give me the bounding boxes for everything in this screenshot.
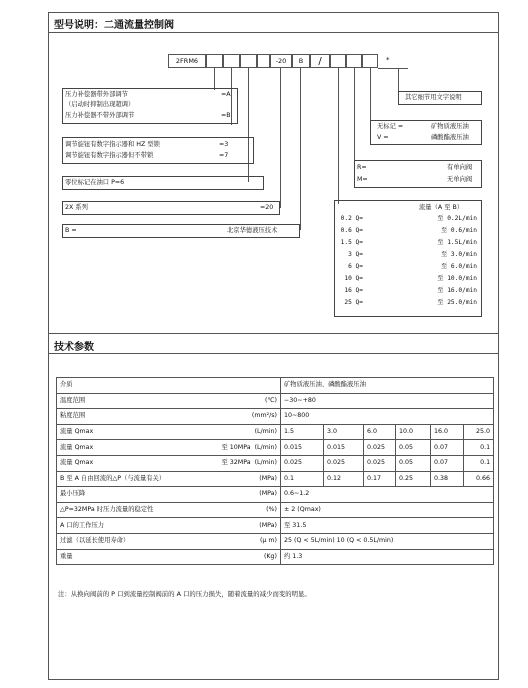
flow-value: 至 6.0/min bbox=[441, 263, 477, 270]
spec-value-cell: 0.05 bbox=[396, 440, 431, 456]
option-text: 调节旋钮有数字指示器和 HZ 型锁 bbox=[65, 141, 160, 148]
spec-unit: (MPa) bbox=[259, 521, 277, 529]
spec-value: 10∼800 bbox=[281, 409, 494, 425]
spec-label: 介质 bbox=[60, 381, 73, 389]
spec-label: 最小压降 bbox=[60, 490, 86, 498]
spec-value-cell: 25.0 bbox=[464, 424, 494, 440]
divider bbox=[48, 32, 499, 33]
spec-row bbox=[57, 533, 494, 549]
option-text: 压力补偿器不带外部调节 bbox=[65, 112, 135, 119]
spec-value: 矿物质液压油、磷酸酯液压油 bbox=[281, 378, 494, 394]
flow-code: 0.2 Q= bbox=[340, 215, 363, 222]
code-cell bbox=[240, 54, 257, 68]
divider bbox=[48, 353, 499, 354]
flow-code: 6 Q= bbox=[348, 263, 363, 270]
section-title-model: 型号说明：二通流量控制阀 bbox=[54, 20, 174, 31]
spec-label-cell bbox=[57, 487, 281, 503]
flow-code: 1.5 Q= bbox=[340, 239, 363, 246]
spec-table bbox=[56, 377, 494, 565]
spec-label: 过滤（以延长使用寿命） bbox=[60, 537, 130, 545]
spec-value-cell: 0.25 bbox=[396, 471, 431, 487]
spec-value-cell: 0.05 bbox=[396, 455, 431, 471]
spec-label-cell bbox=[57, 393, 281, 409]
spec-value-cell: 0.1 bbox=[464, 455, 494, 471]
code-cell bbox=[362, 54, 378, 68]
code-cell bbox=[330, 54, 346, 68]
box-check-valve bbox=[354, 160, 482, 188]
flow-code: 25 Q= bbox=[344, 299, 363, 306]
spec-row bbox=[57, 455, 494, 471]
box-zero-mark bbox=[62, 176, 264, 190]
spec-unit: (mm²/s) bbox=[251, 412, 277, 420]
spec-unit: (MPa) bbox=[259, 490, 277, 498]
flow-code: 3 Q= bbox=[348, 251, 363, 258]
box-flow-rate bbox=[334, 200, 482, 317]
flow-value: 至 3.0/min bbox=[441, 251, 477, 258]
spec-label-cell bbox=[57, 471, 281, 487]
connector bbox=[378, 68, 408, 69]
option-text: （启动时抑制出现超调） bbox=[65, 101, 135, 108]
spec-value-cell: 0.025 bbox=[364, 440, 396, 456]
spec-value: 约 1.3 bbox=[281, 549, 494, 565]
spec-value: 25 (Q < 5L/min) 10 (Q < 0.5L/min) bbox=[281, 533, 494, 549]
option-code: 北京华德液压技术 bbox=[227, 227, 278, 234]
option-code: =3 bbox=[219, 141, 229, 148]
spec-row bbox=[57, 440, 494, 456]
spec-value-cell: 6.0 bbox=[364, 424, 396, 440]
code-star: * bbox=[386, 56, 390, 64]
box-series bbox=[62, 201, 280, 215]
spec-unit: (L/min) bbox=[254, 443, 277, 451]
spec-label: B 至 A 自由回流的△P（与流量有关） bbox=[60, 474, 166, 482]
spec-value-cell: 16.0 bbox=[431, 424, 464, 440]
spec-unit: (μ m) bbox=[259, 537, 277, 545]
option-text: 有单向阀 bbox=[447, 164, 473, 171]
flow-value: 至 0.6/min bbox=[441, 227, 477, 234]
spec-value: −30∼+80 bbox=[281, 393, 494, 409]
spec-label-cell bbox=[57, 455, 281, 471]
divider bbox=[48, 333, 499, 334]
section-title-specs: 技术参数 bbox=[54, 342, 94, 353]
option-text: 调节旋钮有数字指示器但不带锁 bbox=[65, 152, 154, 159]
option-text: 矿物质液压油 bbox=[431, 123, 469, 130]
option-code: =20 bbox=[260, 204, 274, 211]
code-cell bbox=[257, 54, 270, 68]
connector bbox=[354, 68, 355, 160]
spec-value-cell: 0.07 bbox=[431, 440, 464, 456]
spec-label: 重量 bbox=[60, 552, 73, 560]
spec-value-cell: 0.015 bbox=[281, 440, 324, 456]
option-code: =B bbox=[221, 112, 231, 119]
spec-label-cell bbox=[57, 424, 281, 440]
spec-row bbox=[57, 393, 494, 409]
spec-label-cell bbox=[57, 549, 281, 565]
connector bbox=[280, 68, 281, 208]
spec-label: 粘度范围 bbox=[60, 412, 86, 420]
spec-row bbox=[57, 471, 494, 487]
spec-value-cell: 10.0 bbox=[396, 424, 431, 440]
option-text: 其它细节用文字说明 bbox=[405, 94, 462, 101]
option-text: 压力补偿器带外部调节 bbox=[65, 91, 128, 98]
spec-value-cell: 0.17 bbox=[364, 471, 396, 487]
option-code: =A bbox=[221, 91, 231, 98]
connector bbox=[398, 68, 399, 92]
code-cell bbox=[206, 54, 223, 68]
spec-value-cell: 0.015 bbox=[324, 440, 364, 456]
option-code: V = bbox=[377, 134, 389, 141]
spec-unit: (%) bbox=[266, 506, 277, 514]
spec-unit: (MPa) bbox=[259, 474, 277, 482]
option-text: 无单向阀 bbox=[447, 176, 473, 183]
spec-condition: 至 10MPa bbox=[221, 443, 251, 451]
flow-value: 至 0.2L/min bbox=[437, 215, 477, 222]
spec-label-cell bbox=[57, 518, 281, 534]
spec-value-cell: 3.0 bbox=[324, 424, 364, 440]
spec-value-cell: 0.1 bbox=[281, 471, 324, 487]
spec-unit: (℃) bbox=[265, 396, 277, 404]
spec-label-cell bbox=[57, 378, 281, 394]
flow-value: 至 16.0/min bbox=[437, 287, 477, 294]
box-knob bbox=[62, 137, 254, 164]
spec-value: ± 2 (Qmax) bbox=[281, 502, 494, 518]
spec-value-cell: 0.1 bbox=[464, 440, 494, 456]
footnote: 注：从换向阀前的 P 口到流量控制阀前的 A 口的压力损失，随着流量的减少而变的明显。 bbox=[58, 590, 311, 598]
connector bbox=[338, 68, 339, 204]
option-code: =7 bbox=[219, 152, 229, 159]
code-prefix: 2FRM6 bbox=[168, 54, 206, 68]
spec-label-cell bbox=[57, 533, 281, 549]
spec-condition: 至 32MPa bbox=[221, 459, 251, 467]
code-b: B bbox=[292, 54, 310, 68]
spec-row bbox=[57, 518, 494, 534]
flow-value: 至 1.5L/min bbox=[437, 239, 477, 246]
spec-value-cell: 0.07 bbox=[431, 455, 464, 471]
option-text: B = bbox=[65, 227, 77, 234]
spec-value-cell: 0.025 bbox=[364, 455, 396, 471]
box-manufacturer bbox=[62, 224, 300, 238]
spec-unit: (Kg) bbox=[263, 552, 277, 560]
spec-value: 至 31.5 bbox=[281, 518, 494, 534]
flow-code: 16 Q= bbox=[344, 287, 363, 294]
spec-label: A 口的工作压力 bbox=[60, 521, 105, 529]
spec-label: 流量 Qmax bbox=[60, 428, 94, 436]
spec-label: 温度范围 bbox=[60, 396, 86, 404]
spec-row bbox=[57, 549, 494, 565]
spec-unit: (L/min) bbox=[254, 459, 277, 467]
spec-value: 0.6∼1.2 bbox=[281, 487, 494, 503]
box-oil-type bbox=[370, 120, 482, 145]
spec-value-cell: 0.66 bbox=[464, 471, 494, 487]
spec-label-cell bbox=[57, 502, 281, 518]
spec-label: 流量 Qmax bbox=[60, 443, 94, 451]
code-series: -20 bbox=[270, 54, 292, 68]
option-text: 2X 系列 bbox=[65, 204, 88, 211]
connector bbox=[248, 68, 249, 182]
code-cell bbox=[223, 54, 240, 68]
spec-value-cell: 0.025 bbox=[281, 455, 324, 471]
spec-unit: (L/min) bbox=[254, 428, 277, 436]
option-text: 磷酸酯液压油 bbox=[431, 134, 469, 141]
spec-label-cell bbox=[57, 409, 281, 425]
code-cell bbox=[346, 54, 362, 68]
spec-value-cell: 1.5 bbox=[281, 424, 324, 440]
connector bbox=[300, 68, 301, 230]
spec-row bbox=[57, 502, 494, 518]
option-code: 无标记 = bbox=[377, 123, 404, 130]
spec-value-cell: 0.025 bbox=[324, 455, 364, 471]
box-other-details bbox=[398, 91, 482, 105]
spec-value-cell: 0.38 bbox=[431, 471, 464, 487]
spec-label: △P=32MPa 时压力流量的稳定性 bbox=[60, 506, 154, 514]
spec-value-cell: 0.12 bbox=[324, 471, 364, 487]
box-compensator bbox=[62, 88, 238, 124]
flow-code: 10 Q= bbox=[344, 275, 363, 282]
spec-row bbox=[57, 378, 494, 394]
spec-row bbox=[57, 487, 494, 503]
flow-title: 流量（A 至 B） bbox=[419, 204, 464, 211]
spec-label: 流量 Qmax bbox=[60, 459, 94, 467]
spec-label-cell bbox=[57, 440, 281, 456]
connector bbox=[370, 68, 371, 122]
flow-value: 至 10.0/min bbox=[437, 275, 477, 282]
option-code: R= bbox=[357, 164, 367, 171]
code-slash: / bbox=[310, 54, 330, 68]
option-code: M= bbox=[357, 176, 368, 183]
option-text: 零位标记在油口 P=6 bbox=[65, 179, 125, 186]
connector bbox=[214, 68, 215, 90]
spec-row bbox=[57, 409, 494, 425]
flow-code: 0.6 Q= bbox=[340, 227, 363, 234]
flow-value: 至 25.0/min bbox=[437, 299, 477, 306]
spec-row bbox=[57, 424, 494, 440]
